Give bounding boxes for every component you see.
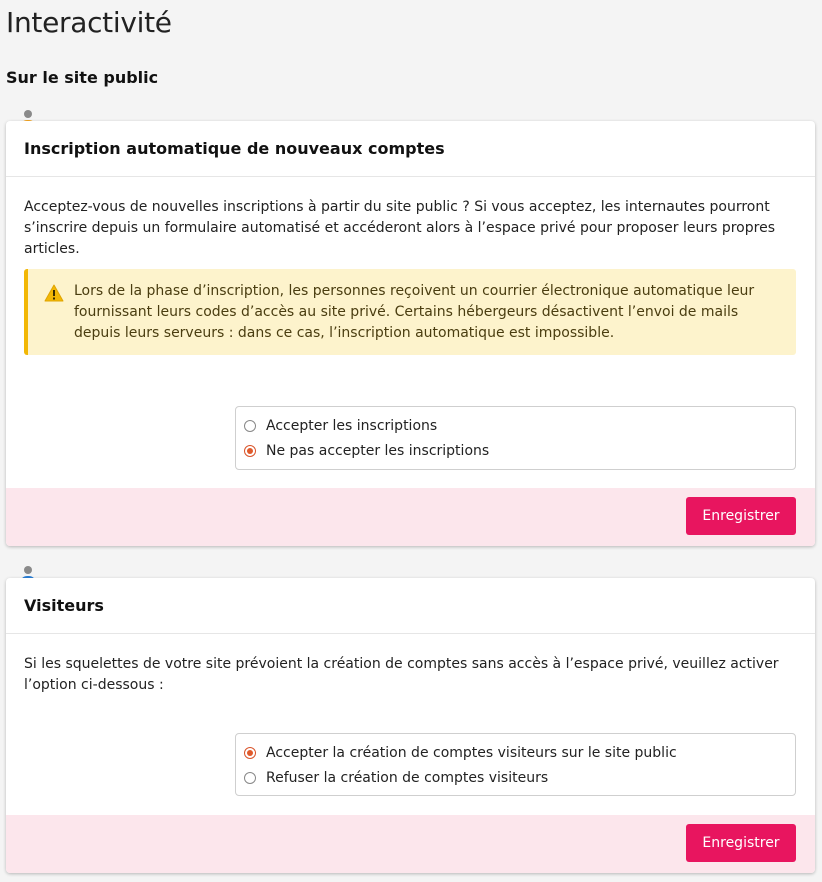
radio-accept-visitors[interactable] (236, 740, 795, 765)
registration-card (6, 121, 815, 546)
visitors-description: Si les squelettes de votre site prévoient la création de comptes sans accès à l’espace privé, veuillez activer l’option ci-dessous : (24, 656, 779, 693)
registration-description: Acceptez-vous de nouvelles inscriptions à partir du site public ? Si vous acceptez, les internautes pourront s’inscrire depuis un formulaire automatisé et accéderont alors à l’espace privé pour proposer leurs propres articles. (24, 199, 775, 257)
warning-icon (44, 284, 64, 302)
visitors-card-header (6, 578, 815, 634)
radio-accept-registrations[interactable] (236, 413, 795, 438)
save-registration-button[interactable]: Enregistrer (686, 497, 796, 535)
save-visitors-button[interactable]: Enregistrer (686, 824, 796, 862)
registration-card-title: Inscription automatique de nouveaux comptes (24, 139, 445, 158)
registration-card-header (6, 121, 815, 177)
radio-button[interactable] (244, 445, 256, 457)
radio-refuse-visitors[interactable] (236, 765, 795, 790)
radio-label: Ne pas accepter les inscriptions (266, 442, 490, 459)
radio-label: Accepter les inscriptions (266, 417, 438, 434)
notice-text: Lors de la phase d’inscription, les personnes reçoivent un courrier électronique automatique leur fournissant leurs codes d’accès au site privé. Certains hébergeurs désactivent l’envoi de mails depuis leurs serveurs : dans ce cas, l’inscription automatique est impossible. (74, 283, 755, 341)
registration-options (235, 406, 796, 470)
registration-card-footer (6, 488, 815, 546)
radio-label: Accepter la création de comptes visiteurs sur le site public (266, 744, 677, 761)
radio-label: Refuser la création de comptes visiteurs (266, 769, 549, 786)
visitors-card-title: Visiteurs (24, 596, 104, 615)
radio-button[interactable] (244, 747, 256, 759)
visitors-card-footer (6, 815, 815, 873)
radio-button[interactable] (244, 772, 256, 784)
email-warning-notice (24, 269, 796, 355)
section-title: Sur le site public (6, 68, 159, 87)
radio-button[interactable] (244, 420, 256, 432)
radio-refuse-registrations[interactable] (236, 438, 795, 463)
visitors-card (6, 578, 815, 873)
page-title: Interactivité (6, 6, 172, 39)
visitors-options (235, 733, 796, 796)
